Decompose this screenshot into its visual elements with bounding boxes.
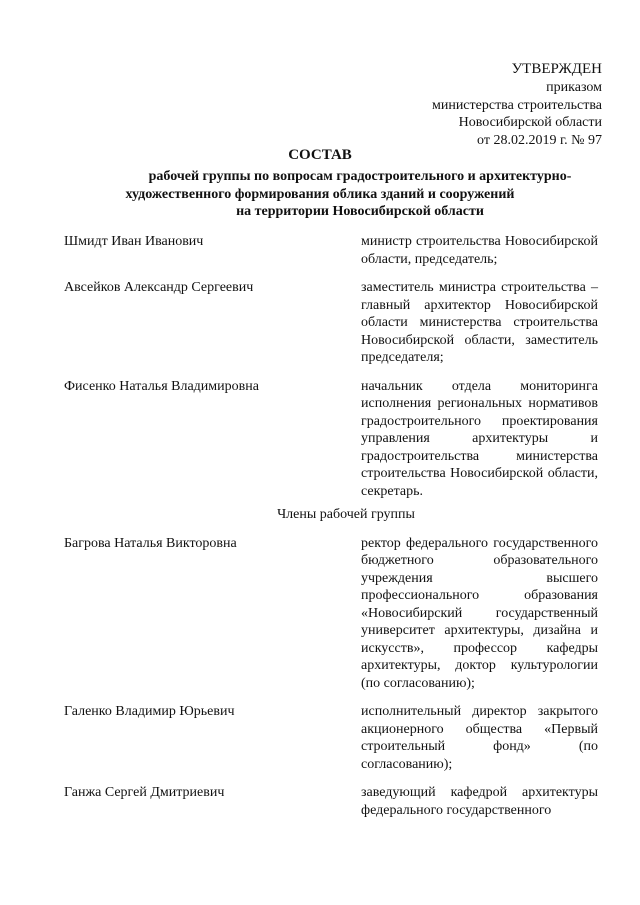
document-title: СОСТАВ [288,147,352,163]
approval-line: министерства строительства [431,97,602,113]
document-subtitle [40,168,640,221]
approval-stamp [432,60,602,149]
approval-line: Новосибирской области [458,115,602,130]
member-role: заведующий кафедрой архитектуры федерального государственного [361,785,598,818]
approval-line: от 28.02.2019 г. № 97 [477,132,602,148]
subtitle-line: на территории Новосибирской области [236,204,484,219]
member-role: ректор федерального государственного бюджетного образовательного учреждения высшего профессионального образования «Новосибирский государственный университет архитектуры, дизайна и искусств», профессор кафедры архитектуры, доктор культурологии (по согласованию); [361,535,598,691]
member-name: Шмидт Иван Иванович [64,234,204,249]
member-name: Авсейков Александр Сергеевич [64,280,254,295]
list-item [64,233,598,268]
member-role: министр строительства Новосибирской области, председатель; [361,234,598,267]
member-role: начальник отдела мониторинга исполнения региональных нормативов градостроительного проектирования управления архитектуры и градостроительства министерства строительства Новосибирской области, секретарь. [361,378,598,499]
subtitle-line: рабочей группы по вопросам градостроительного и архитектурно- [148,169,572,184]
list-item [64,784,598,819]
member-name: Галенко Владимир Юрьевич [64,704,235,719]
member-name: Фисенко Наталья Владимировна [64,378,259,394]
list-item [64,378,598,501]
member-role: заместитель министра строительства – главный архитектор Новосибирской области министерства строительства Новосибирской области, заместитель председателя; [361,280,598,365]
list-item [64,535,598,693]
members-heading: Члены рабочей группы [277,507,415,522]
list-item [64,279,598,367]
composition-list [64,233,598,819]
member-name: Ганжа Сергей Дмитриевич [64,785,225,800]
list-item [64,703,598,773]
approval-stamp-title: УТВЕРЖДЕН [511,61,602,77]
approval-line: приказом [546,80,602,95]
member-role: исполнительный директор закрытого акционерного общества «Первый строительный фонд» (по согласованию); [361,704,598,772]
subtitle-line: художественного формирования облика зданий и сооружений [125,186,515,202]
member-name: Багрова Наталья Викторовна [64,535,237,551]
